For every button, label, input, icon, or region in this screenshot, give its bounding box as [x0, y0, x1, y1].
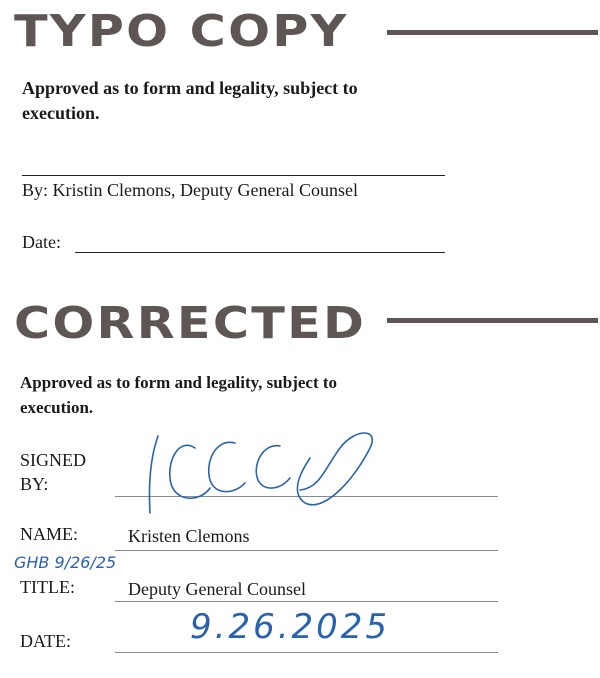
title-value: Deputy General Counsel — [128, 579, 306, 599]
title-line — [115, 601, 498, 602]
signed-label-line2: BY: — [20, 474, 49, 494]
initials-note: GHB 9/26/25 — [14, 553, 117, 572]
date-value: 9.26.2025 — [190, 607, 391, 647]
typo-signature-line — [22, 175, 445, 176]
typo-by-line: By: Kristin Clemons, Deputy General Counsel — [22, 180, 358, 200]
typo-date-line — [75, 252, 445, 253]
corrected-approval-line1: Approved as to form and legality, subject to — [20, 373, 338, 392]
typo-date-label: Date: — [22, 232, 61, 252]
typo-heading-rule — [387, 30, 598, 35]
date-label: DATE: — [20, 631, 71, 651]
corrected-heading: CORRECTED — [14, 298, 367, 349]
corrected-approval-line2: execution. — [20, 398, 94, 417]
signed-label-line1: SIGNED — [20, 450, 86, 470]
corrected-heading-rule — [387, 318, 598, 323]
name-value: Kristen Clemons — [128, 526, 250, 546]
typo-approval-line2: execution. — [22, 103, 100, 123]
date-line — [115, 652, 498, 653]
handwritten-signature — [140, 418, 400, 518]
name-label: NAME: — [20, 524, 78, 544]
typo-approval-line1: Approved as to form and legality, subject to — [22, 78, 358, 98]
typo-copy-heading: TYPO COPY — [14, 6, 349, 57]
title-label: TITLE: — [20, 577, 75, 597]
name-line — [115, 550, 498, 551]
